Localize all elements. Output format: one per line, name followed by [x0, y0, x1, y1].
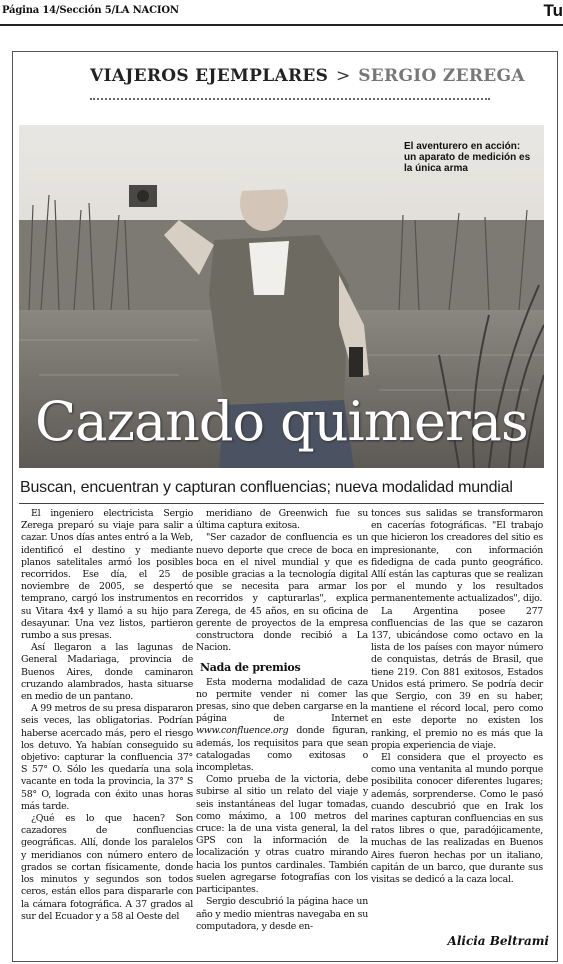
header-rule: [0, 24, 563, 26]
paragraph: meridiano de Greenwich fue su última captura exitosa.: [196, 508, 368, 532]
photo-overlay-title: Cazando quimeras: [35, 390, 528, 453]
body-column-3: [371, 508, 543, 886]
paragraph: Como prueba de la victoria, debe subirse al sitio un relato del viaje y seis instantáneas del lugar tomadas, como máximo, a 100 metros del cruce: la de una vista general, la del GPS con la información de la localización y otras cuatro mirando hacia los puntos cardinales. También suelen agregarse fotografías con los participantes.: [196, 774, 368, 896]
kicker-rule: [90, 98, 490, 100]
paragraph: La Argentina posee 277 confluencias de las que se cazaron 137, ubicándose como octavo en la lista de los países con mayor número de conquistas, detrás de Brasil, que tiene 219. Con 881 exitosos, Estados Unidos está primero. Se podría decir que Sergio, con 39 en su haber, mantiene el récord local, pero como en este deporte no existen los ranking, el premio no es más que la propia experiencia de viaje.: [371, 605, 543, 751]
paragraph: A 99 metros de su presa dispararon seis veces, las obligatorias. Podrían haberse acercado más, pero el riesgo los detuvo. Ya habían conseguido su objetivo: capturar la confluencia 37° S 57° O. Sólo les quedaría una sola vacante en toda la provincia, la 37° S 58° O, lograda con éxito unas horas más tarde.: [21, 703, 193, 812]
page-info: Página 14/Sección 5/LA NACION: [2, 5, 179, 16]
kicker-name: SERGIO ZEREGA: [358, 66, 525, 86]
subhead-rule: [19, 503, 544, 504]
paragraph-text: Esta moderna modalidad de caza no permite vender ni comer las presas, sino que deben cargarse en la página de Internet: [196, 676, 368, 725]
paragraph: El considera que el proyecto es como una ventanita al mundo porque posibilita conocer diferentes lugares; además, sorprenderse. Como le pasó cuando descubrió que en Irak los marines capturan confluencias en sus ratos libres o que, paradójicamente, muchas de las realizadas en Buenos Aires fueron hechas por un italiano, capitán de un barco, que durante sus visitas se dedicó a la caza local.: [371, 752, 543, 886]
paragraph: El ingeniero electricista Sergio Zerega preparó su viaje para salir a cazar. Unos días antes entró a la Web, identificó el destino y mediante planos satelitales armó los posibles recorridos. Ese día, el 25 de noviembre de 2005, se despertó temprano, cargó los instrumentos en su Vitara 4x4 y llamó a su hijo para desayunar. Una vez listos, partieron rumbo a sus presas.: [21, 508, 193, 642]
byline: Alicia Beltrami: [447, 934, 549, 948]
body-column-1: [21, 508, 193, 923]
paragraph: [196, 677, 368, 775]
body-column-2: [196, 508, 368, 933]
paragraph-text: donde figuran, además, los requisitos para que sean catalogadas como exitosas o incompletas.: [196, 725, 368, 774]
paragraph: Así llegaron a las lagunas de General Madariaga, provincia de Buenos Aires, donde caminaron cruzando alambrados, hasta situarse en medio de un pantano.: [21, 642, 193, 703]
section-kicker: [90, 66, 525, 86]
photo-caption: El aventurero en acción: un aparato de medición es la única arma: [404, 141, 531, 174]
website-link[interactable]: www.confluence.org: [196, 725, 289, 737]
paragraph: Sergio descubrió la página hace un año y medio mientras navegaba en su computadora, y desde en-: [196, 896, 368, 932]
corner-text: Tu: [543, 1, 563, 20]
paragraph: tonces sus salidas se transformaron en cacerías fotográficas. "El trabajo que hicieron los creadores del sitio es impresionante, con información fidedigna de cada punto geográfico. Allí están las capturas que se realizan por el mundo y los resultados permanentemente actualizados", dijo.: [371, 508, 543, 605]
section-heading: Nada de premios: [200, 661, 301, 675]
article-subhead: Buscan, encuentran y capturan confluencias; nueva modalidad mundial: [20, 479, 513, 496]
kicker-separator: >: [335, 66, 351, 86]
paragraph: "Ser cazador de confluencia es un nuevo deporte que crece de boca en boca en el nivel mundial y que es posible gracias a la tecnología digital que se necesita para armar los recorridos y capturarlas", explica Zerega, de 45 años, en su oficina de gerente de proyectos de la empresa constructora donde recibió a La Nacion.: [196, 532, 368, 654]
paragraph: ¿Qué es lo que hacen? Son cazadores de confluencias geográficas. Allí, donde los paralelos y meridianos con número entero de grados se cortan físicamente, donde los minutos y segundos son todos ceros, están ellos para dispararle con la cámara fotográfica. A 37 grados al sur del Ecuador y a 58 al Oeste del: [21, 813, 193, 922]
page-header: [0, 0, 563, 24]
kicker-section: VIAJEROS EJEMPLARES: [90, 66, 329, 86]
